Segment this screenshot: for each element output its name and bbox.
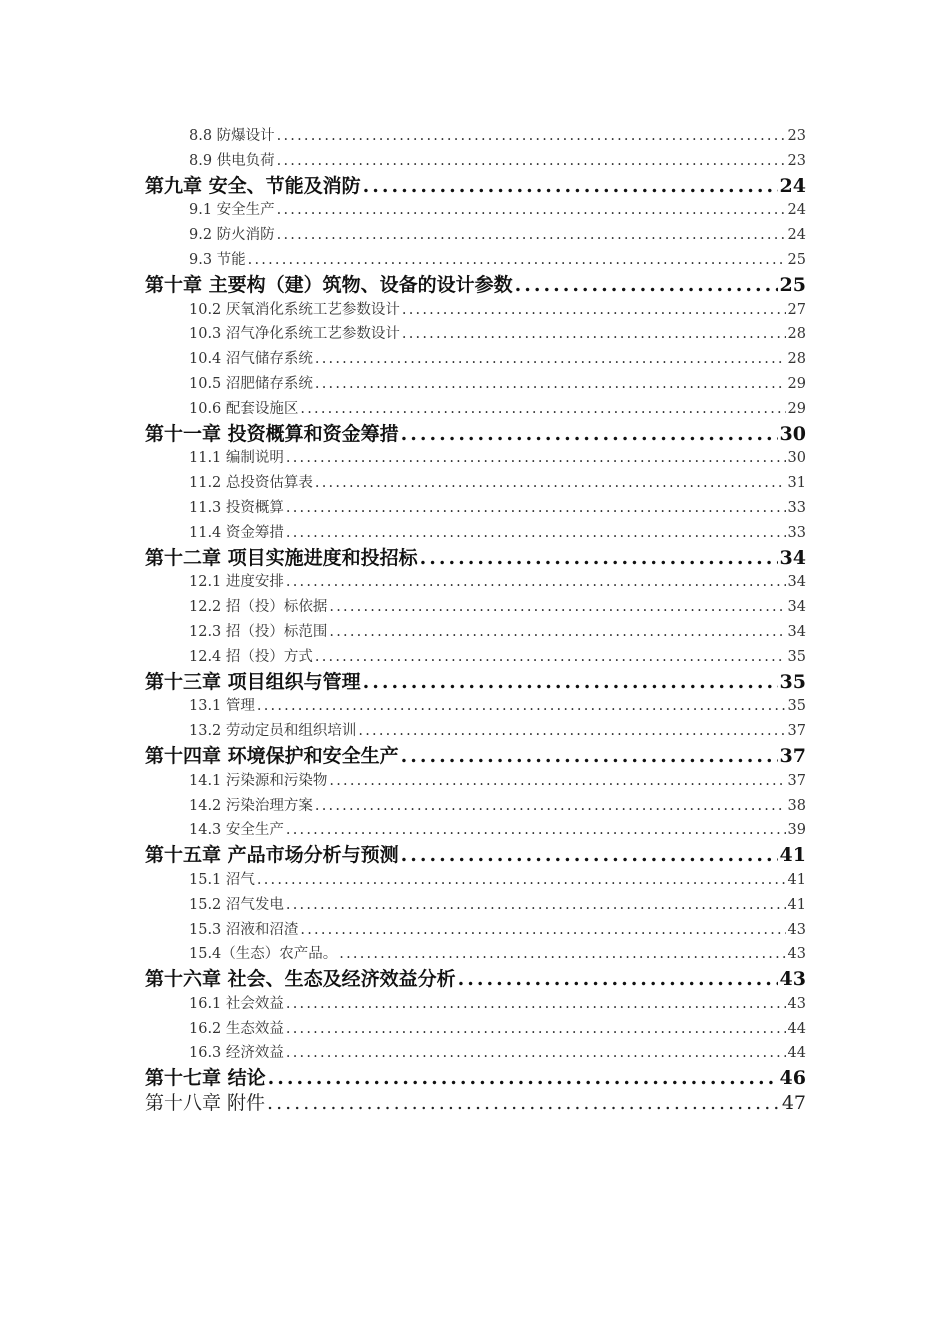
toc-page-number: 29 <box>787 375 806 392</box>
toc-page-number: 33 <box>787 524 806 541</box>
toc-entry-title: 13.2 劳动定员和组织培训 <box>189 723 357 740</box>
toc-section-entry[interactable] <box>145 248 806 273</box>
toc-page-number: 34 <box>787 623 806 640</box>
toc-entry-title: 第十八章 附件 <box>145 1092 266 1115</box>
toc-section-entry[interactable] <box>145 620 806 645</box>
toc-dot-leader <box>401 422 778 447</box>
toc-dot-leader <box>315 794 786 819</box>
toc-page-number: 25 <box>787 251 806 268</box>
toc-section-entry[interactable] <box>145 570 806 595</box>
toc-entry-title: 13.1 管理 <box>189 698 255 715</box>
toc-entry-title: 9.3 节能 <box>189 251 246 268</box>
toc-page-number: 39 <box>787 822 806 839</box>
toc-section-entry[interactable] <box>145 868 806 893</box>
toc-entry-title: 第九章 安全、节能及消防 <box>145 174 361 197</box>
toc-dot-leader <box>329 620 785 645</box>
toc-page-number: 37 <box>787 723 806 740</box>
toc-page-number: 30 <box>787 450 806 467</box>
toc-dot-leader <box>286 1041 786 1066</box>
toc-section-entry[interactable] <box>145 496 806 521</box>
toc-dot-leader <box>339 942 785 967</box>
toc-dot-leader <box>286 992 786 1017</box>
toc-dot-leader <box>315 471 786 496</box>
toc-page-number: 43 <box>787 946 806 963</box>
toc-entry-title: 10.4 沼气储存系统 <box>189 351 313 368</box>
toc-entry-title: 10.6 配套设施区 <box>189 400 299 417</box>
toc-dot-leader <box>329 769 785 794</box>
toc-chapter-entry[interactable] <box>145 273 806 298</box>
toc-entry-title: 8.9 供电负荷 <box>189 152 275 169</box>
toc-section-entry[interactable] <box>145 1017 806 1042</box>
toc-section-entry[interactable] <box>145 918 806 943</box>
toc-page-number: 30 <box>779 422 806 445</box>
toc-page-number: 27 <box>787 301 806 318</box>
toc-entry-title: 16.1 社会效益 <box>189 995 284 1012</box>
toc-page-number: 47 <box>781 1092 806 1115</box>
toc-page-number: 41 <box>787 896 806 913</box>
toc-entry-title: 11.2 总投资估算表 <box>189 475 313 492</box>
toc-page-number: 38 <box>787 797 806 814</box>
toc-dot-leader <box>257 694 786 719</box>
toc-entry-title: 10.3 沼气净化系统工艺参数设计 <box>189 326 400 343</box>
toc-section-entry[interactable] <box>145 645 806 670</box>
toc-entry-title: 12.2 招（投）标依据 <box>189 599 328 616</box>
toc-dot-leader <box>277 198 786 223</box>
toc-dot-leader <box>286 521 786 546</box>
toc-dot-leader <box>458 967 778 992</box>
toc-page-number: 41 <box>779 844 806 867</box>
toc-section-entry[interactable] <box>145 198 806 223</box>
toc-section-entry[interactable] <box>145 719 806 744</box>
toc-dot-leader <box>257 868 786 893</box>
toc-section-entry[interactable] <box>145 794 806 819</box>
toc-page-number: 44 <box>787 1045 806 1062</box>
toc-page-number: 23 <box>787 128 806 144</box>
toc-chapter-entry[interactable] <box>145 422 806 447</box>
toc-section-entry[interactable] <box>145 471 806 496</box>
toc-dot-leader <box>515 273 778 298</box>
toc-entry-title: 12.3 招（投）标范围 <box>189 623 328 640</box>
toc-entry-title: 15.4（生态）农产品。 <box>189 946 338 963</box>
toc-page-number: 35 <box>787 648 806 665</box>
toc-dot-leader <box>315 372 786 397</box>
toc-entry-title: 第十四章 环境保护和安全生产 <box>145 744 399 767</box>
toc-section-entry[interactable] <box>145 223 806 248</box>
toc-dot-leader <box>402 298 786 323</box>
toc-entry-title: 16.3 经济效益 <box>189 1045 284 1062</box>
toc-section-entry[interactable] <box>145 694 806 719</box>
toc-section-entry[interactable] <box>145 397 806 422</box>
toc-section-entry[interactable] <box>145 521 806 546</box>
toc-dot-leader <box>286 496 786 521</box>
toc-entry-title: 第十六章 社会、生态及经济效益分析 <box>145 968 456 991</box>
toc-page-number: 25 <box>779 273 806 296</box>
toc-entry-title: 10.2 厌氧消化系统工艺参数设计 <box>189 301 400 318</box>
toc-page-number: 43 <box>787 995 806 1012</box>
toc-section-entry[interactable] <box>145 298 806 323</box>
toc-chapter-entry[interactable] <box>145 670 806 695</box>
toc-dot-leader <box>300 397 785 422</box>
toc-section-entry[interactable] <box>145 372 806 397</box>
toc-entry-title: 第十三章 项目组织与管理 <box>145 670 361 693</box>
toc-dot-leader <box>363 670 778 695</box>
toc-dot-leader <box>286 570 786 595</box>
toc-page-number: 34 <box>779 546 806 569</box>
toc-section-entry[interactable] <box>145 322 806 347</box>
toc-section-entry[interactable] <box>145 1041 806 1066</box>
toc-entry-title: 9.1 安全生产 <box>189 202 275 219</box>
toc-page-number: 37 <box>779 744 806 767</box>
toc-entry-title: 8.8 防爆设计 <box>189 128 275 144</box>
toc-section-entry[interactable] <box>145 124 806 149</box>
toc-dot-leader <box>315 347 786 372</box>
toc-chapter-entry[interactable] <box>145 174 806 199</box>
toc-dot-leader <box>286 1017 786 1042</box>
toc-page-number: 28 <box>787 351 806 368</box>
toc-entry-title: 10.5 沼肥储存系统 <box>189 375 313 392</box>
toc-page-number: 46 <box>779 1067 806 1090</box>
toc-chapter-entry[interactable] <box>145 1066 806 1091</box>
toc-page-number: 35 <box>787 698 806 715</box>
toc-page-number: 35 <box>779 670 806 693</box>
toc-section-entry[interactable] <box>145 769 806 794</box>
toc-dot-leader <box>401 744 778 769</box>
toc-entry-title: 第十一章 投资概算和资金筹措 <box>145 422 399 445</box>
toc-page-number: 23 <box>787 152 806 169</box>
toc-entry-title: 12.1 进度安排 <box>189 574 284 591</box>
toc-page-number: 44 <box>787 1020 806 1037</box>
toc-dot-leader <box>277 124 786 149</box>
toc-entry-title: 14.3 安全生产 <box>189 822 284 839</box>
toc-dot-leader <box>277 223 786 248</box>
toc-entry-title: 14.1 污染源和污染物 <box>189 772 328 789</box>
toc-dot-leader <box>363 174 778 199</box>
toc-dot-leader <box>358 719 785 744</box>
toc-dot-leader <box>329 595 785 620</box>
toc-section-entry[interactable] <box>145 893 806 918</box>
toc-dot-leader <box>402 322 786 347</box>
toc-entry-title: 11.1 编制说明 <box>189 450 284 467</box>
toc-dot-leader <box>401 843 778 868</box>
toc-section-entry[interactable] <box>145 942 806 967</box>
toc-dot-leader <box>300 918 785 943</box>
toc-dot-leader <box>277 149 786 174</box>
toc-dot-leader <box>267 1091 780 1116</box>
table-of-contents <box>145 124 806 1116</box>
toc-page-number: 24 <box>779 174 806 197</box>
toc-entry-title: 第十七章 结论 <box>145 1067 266 1090</box>
toc-section-entry[interactable] <box>145 992 806 1017</box>
toc-page-number: 43 <box>787 921 806 938</box>
toc-chapter-entry[interactable] <box>145 1091 806 1116</box>
toc-dot-leader <box>315 645 786 670</box>
toc-entry-title: 16.2 生态效益 <box>189 1020 284 1037</box>
toc-page-number: 33 <box>787 499 806 516</box>
toc-entry-title: 11.3 投资概算 <box>189 499 284 516</box>
toc-chapter-entry[interactable] <box>145 843 806 868</box>
toc-chapter-entry[interactable] <box>145 744 806 769</box>
toc-section-entry[interactable] <box>145 347 806 372</box>
toc-section-entry[interactable] <box>145 595 806 620</box>
toc-dot-leader <box>286 446 786 471</box>
toc-section-entry[interactable] <box>145 446 806 471</box>
toc-page-number: 31 <box>787 475 806 492</box>
toc-entry-title: 15.2 沼气发电 <box>189 896 284 913</box>
toc-dot-leader <box>286 818 786 843</box>
toc-entry-title: 15.3 沼液和沼渣 <box>189 921 299 938</box>
toc-entry-title: 9.2 防火消防 <box>189 227 275 244</box>
toc-entry-title: 14.2 污染治理方案 <box>189 797 313 814</box>
toc-page-number: 28 <box>787 326 806 343</box>
toc-dot-leader <box>286 893 786 918</box>
toc-page-number: 34 <box>787 599 806 616</box>
toc-dot-leader <box>268 1066 778 1091</box>
toc-entry-title: 12.4 招（投）方式 <box>189 648 313 665</box>
toc-entry-title: 15.1 沼气 <box>189 871 255 888</box>
toc-page-number: 37 <box>787 772 806 789</box>
toc-entry-title: 第十二章 项目实施进度和投招标 <box>145 546 418 569</box>
toc-dot-leader <box>248 248 786 273</box>
toc-entry-title: 11.4 资金筹措 <box>189 524 284 541</box>
toc-section-entry[interactable] <box>145 149 806 174</box>
toc-chapter-entry[interactable] <box>145 546 806 571</box>
toc-page-number: 43 <box>779 968 806 991</box>
toc-section-entry[interactable] <box>145 818 806 843</box>
toc-dot-leader <box>420 546 778 571</box>
toc-page-number: 41 <box>787 871 806 888</box>
toc-chapter-entry[interactable] <box>145 967 806 992</box>
toc-page-number: 34 <box>787 574 806 591</box>
toc-entry-title: 第十章 主要构（建）筑物、设备的设计参数 <box>145 273 513 296</box>
toc-page-number: 24 <box>787 202 806 219</box>
toc-page-number: 24 <box>787 227 806 244</box>
toc-page-number: 29 <box>787 400 806 417</box>
toc-entry-title: 第十五章 产品市场分析与预测 <box>145 844 399 867</box>
